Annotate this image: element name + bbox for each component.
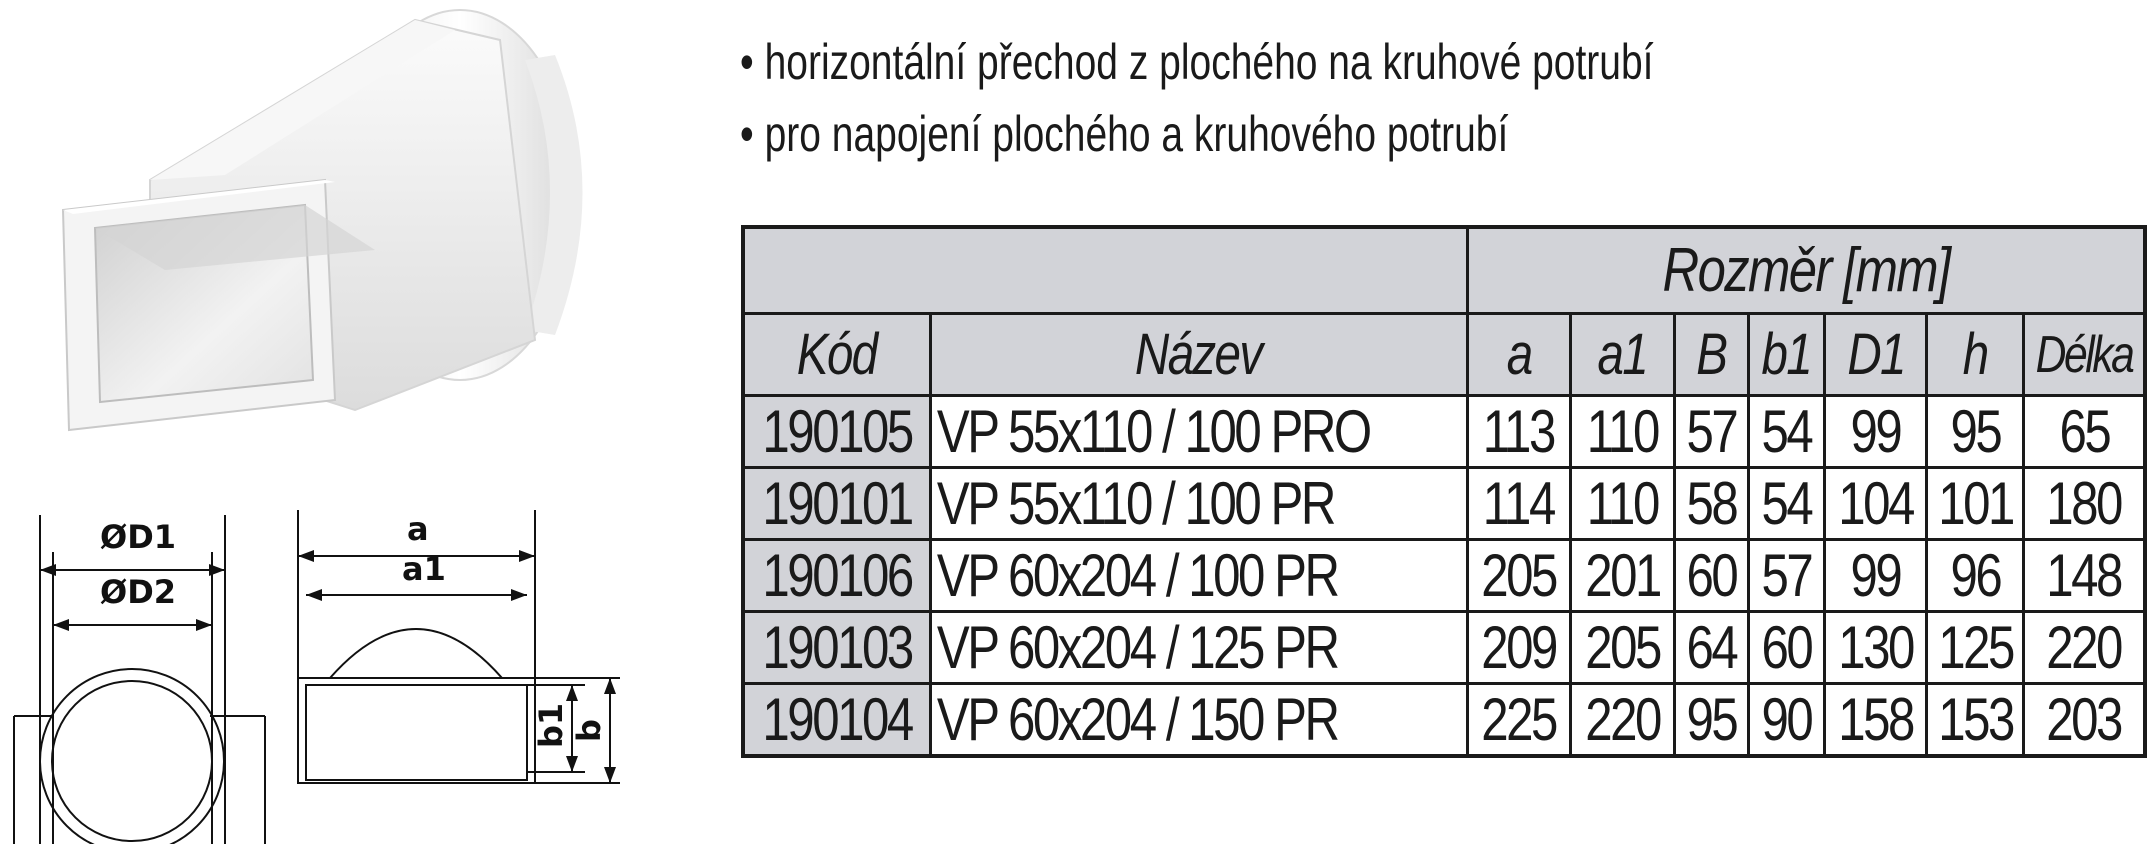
product-photo: [55, 0, 645, 440]
table-group-header-row: [743, 227, 2145, 314]
cell-d1: 99: [1825, 540, 1927, 612]
cell-b: 57: [1674, 396, 1749, 468]
d2-diameter-label: ØD2: [100, 573, 177, 611]
cell-length: 65: [2024, 396, 2146, 468]
cell-b1: 60: [1749, 612, 1825, 684]
d1-diameter-label: ØD1: [100, 518, 177, 556]
cell-h: 125: [1927, 612, 2024, 684]
column-header-length: Délka: [2024, 314, 2146, 396]
table-row: [743, 540, 2145, 612]
table-row: [743, 612, 2145, 684]
cell-name: VP 60x204 / 125 PR: [930, 612, 1467, 684]
b1-dimension-label: b1: [532, 702, 570, 748]
cell-a1: 205: [1571, 612, 1675, 684]
front-view-drawing: [0, 490, 280, 844]
table-row: [743, 684, 2145, 757]
cell-b: 64: [1674, 612, 1749, 684]
column-header-h: h: [1927, 314, 2024, 396]
cell-a: 205: [1467, 540, 1571, 612]
cell-length: 148: [2024, 540, 2146, 612]
cell-b1: 54: [1749, 396, 1825, 468]
column-header-code: Kód: [743, 314, 930, 396]
column-header-b1: b1: [1749, 314, 1825, 396]
side-view-drawing: [290, 510, 710, 844]
cell-b: 58: [1674, 468, 1749, 540]
table-row: [743, 396, 2145, 468]
cell-name: VP 55x110 / 100 PR: [930, 468, 1467, 540]
cell-code: 190106: [743, 540, 930, 612]
cell-d1: 158: [1825, 684, 1927, 757]
cell-a1: 220: [1571, 684, 1675, 757]
bullet-item: • pro napojení plochého a kruhového potrubí: [740, 98, 1654, 170]
cell-a1: 110: [1571, 396, 1675, 468]
a-dimension-label: a: [407, 510, 429, 548]
column-header-b: B: [1674, 314, 1749, 396]
cell-code: 190101: [743, 468, 930, 540]
cell-a: 113: [1467, 396, 1571, 468]
dimension-table: [741, 225, 2147, 758]
feature-bullets: [740, 26, 1911, 170]
cell-b: 60: [1674, 540, 1749, 612]
cell-d1: 130: [1825, 612, 1927, 684]
column-header-name: Název: [930, 314, 1467, 396]
cell-name: VP 60x204 / 150 PR: [930, 684, 1467, 757]
cell-h: 101: [1927, 468, 2024, 540]
cell-code: 190104: [743, 684, 930, 757]
cell-length: 220: [2024, 612, 2146, 684]
table-row: [743, 468, 2145, 540]
cell-b1: 54: [1749, 468, 1825, 540]
cell-name: VP 60x204 / 100 PR: [930, 540, 1467, 612]
table-column-header-row: [743, 314, 2145, 396]
bullet-item: • horizontální přechod z plochého na kruhové potrubí: [740, 26, 1654, 98]
cell-a: 225: [1467, 684, 1571, 757]
cell-b1: 90: [1749, 684, 1825, 757]
dimension-group-header: Rozměr [mm]: [1467, 227, 2145, 314]
cell-a: 114: [1467, 468, 1571, 540]
b-dimension-label: b: [570, 719, 608, 742]
cell-h: 153: [1927, 684, 2024, 757]
cell-code: 190105: [743, 396, 930, 468]
cell-b1: 57: [1749, 540, 1825, 612]
cell-d1: 104: [1825, 468, 1927, 540]
cell-a1: 110: [1571, 468, 1675, 540]
column-header-a: a: [1467, 314, 1571, 396]
cell-a1: 201: [1571, 540, 1675, 612]
cell-length: 203: [2024, 684, 2146, 757]
cell-d1: 99: [1825, 396, 1927, 468]
cell-code: 190103: [743, 612, 930, 684]
cell-a: 209: [1467, 612, 1571, 684]
column-header-d1: D1: [1825, 314, 1927, 396]
blank-header-cell: [743, 227, 1467, 314]
cell-h: 96: [1927, 540, 2024, 612]
column-header-a1: a1: [1571, 314, 1675, 396]
cell-b: 95: [1674, 684, 1749, 757]
cell-length: 180: [2024, 468, 2146, 540]
cell-name: VP 55x110 / 100 PRO: [930, 396, 1467, 468]
a1-dimension-label: a1: [402, 550, 446, 588]
cell-h: 95: [1927, 396, 2024, 468]
